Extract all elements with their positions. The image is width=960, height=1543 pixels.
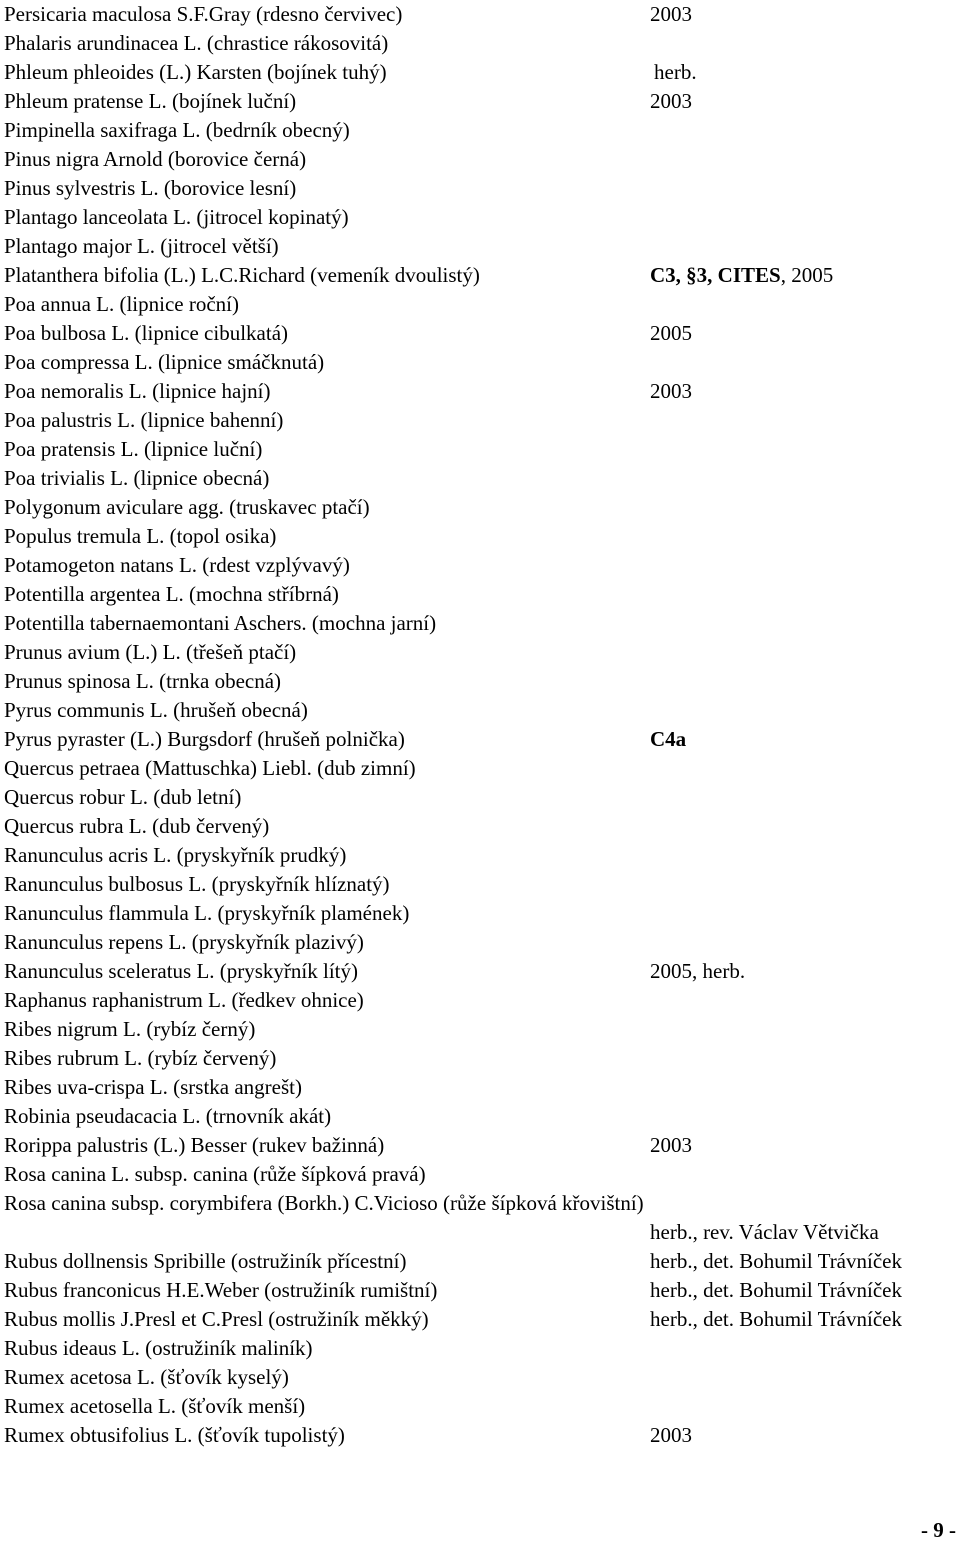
species-row xyxy=(4,319,954,348)
species-name: Ranunculus sceleratus L. (pryskyřník lítý) xyxy=(4,959,359,983)
species-name: Ranunculus bulbosus L. (pryskyřník hlíznatý) xyxy=(4,872,390,896)
species-name: Ribes nigrum L. (rybíz černý) xyxy=(4,1017,256,1041)
species-note xyxy=(650,377,692,406)
species-row xyxy=(4,957,954,986)
species-row xyxy=(4,1015,954,1044)
species-name: Poa trivialis L. (lipnice obecná) xyxy=(4,466,270,490)
species-row xyxy=(4,1305,954,1334)
species-row xyxy=(4,870,954,899)
species-name: Phleum phleoides (L.) Karsten (bojínek tuhý) xyxy=(4,60,387,84)
species-row xyxy=(4,1392,954,1421)
record-info: 2003 xyxy=(650,1423,692,1447)
species-row xyxy=(4,348,954,377)
species-row xyxy=(4,609,954,638)
species-name: Poa pratensis L. (lipnice luční) xyxy=(4,437,263,461)
species-row xyxy=(4,551,954,580)
species-row xyxy=(4,58,954,87)
species-name: Potamogeton natans L. (rdest vzplývavý) xyxy=(4,553,350,577)
record-info: 2003 xyxy=(650,1133,692,1157)
page-number: - 9 - xyxy=(921,1518,956,1542)
species-row xyxy=(4,1334,954,1363)
species-name: Polygonum aviculare agg. (truskavec ptačí) xyxy=(4,495,370,519)
species-note xyxy=(654,58,697,87)
species-row xyxy=(4,1073,954,1102)
species-row xyxy=(4,174,954,203)
species-row xyxy=(4,203,954,232)
species-name: Pyrus pyraster (L.) Burgsdorf (hrušeň polnička) xyxy=(4,727,405,751)
species-name: Ribes rubrum L. (rybíz červený) xyxy=(4,1046,277,1070)
record-info: herb., det. Bohumil Trávníček xyxy=(650,1307,902,1331)
record-info: , 2005 xyxy=(780,263,834,287)
species-note xyxy=(650,725,686,754)
species-row xyxy=(4,725,954,754)
species-row xyxy=(4,87,954,116)
species-row xyxy=(4,116,954,145)
species-row xyxy=(4,29,954,58)
record-info: 2003 xyxy=(650,2,692,26)
species-row xyxy=(4,1160,954,1189)
species-note xyxy=(650,261,833,290)
species-row xyxy=(4,1421,954,1450)
species-row xyxy=(4,899,954,928)
species-note xyxy=(650,0,692,29)
species-row xyxy=(4,783,954,812)
species-name: Ranunculus repens L. (pryskyřník plazivý) xyxy=(4,930,364,954)
species-row xyxy=(4,406,954,435)
species-note xyxy=(650,1276,902,1305)
species-row xyxy=(4,667,954,696)
record-info: 2005 xyxy=(650,321,692,345)
species-note xyxy=(650,1305,902,1334)
species-name: Phleum pratense L. (bojínek luční) xyxy=(4,89,297,113)
species-row xyxy=(4,522,954,551)
species-row xyxy=(4,377,954,406)
species-row xyxy=(4,0,954,29)
species-name: Rubus franconicus H.E.Weber (ostružiník rumištní) xyxy=(4,1278,438,1302)
species-name: Ribes uva-crispa L. (srstka angrešt) xyxy=(4,1075,302,1099)
species-name: Plantago major L. (jitrocel větší) xyxy=(4,234,279,258)
record-info: herb. xyxy=(654,60,697,84)
species-row xyxy=(4,638,954,667)
species-name: Rorippa palustris (L.) Besser (rukev bažinná) xyxy=(4,1133,385,1157)
species-name: Poa bulbosa L. (lipnice cibulkatá) xyxy=(4,321,289,345)
species-name: Poa nemoralis L. (lipnice hajní) xyxy=(4,379,271,403)
species-name: Pyrus communis L. (hrušeň obecná) xyxy=(4,698,308,722)
species-row xyxy=(4,1218,954,1247)
species-list xyxy=(4,0,954,1450)
species-row xyxy=(4,1189,954,1218)
species-row xyxy=(4,290,954,319)
species-row xyxy=(4,435,954,464)
record-info: herb., det. Bohumil Trávníček xyxy=(650,1278,902,1302)
species-name: Rubus mollis J.Presl et C.Presl (ostružiník měkký) xyxy=(4,1307,429,1331)
species-name: Poa palustris L. (lipnice bahenní) xyxy=(4,408,284,432)
species-row xyxy=(4,464,954,493)
species-name: Rosa canina subsp. corymbifera (Borkh.) C.Vicioso (růže šípková křovištní) xyxy=(4,1191,644,1215)
species-row xyxy=(4,841,954,870)
species-row xyxy=(4,928,954,957)
species-note xyxy=(650,1218,879,1247)
species-row xyxy=(4,986,954,1015)
record-info: 2003 xyxy=(650,379,692,403)
species-name: Ranunculus acris L. (pryskyřník prudký) xyxy=(4,843,347,867)
species-name: Rosa canina L. subsp. canina (růže šípková pravá) xyxy=(4,1162,426,1186)
species-name: Persicaria maculosa S.F.Gray (rdesno červivec) xyxy=(4,2,403,26)
species-note xyxy=(650,957,745,986)
species-name: Rumex acetosella L. (šťovík menší) xyxy=(4,1394,306,1418)
species-name: Ranunculus flammula L. (pryskyřník plamének) xyxy=(4,901,410,925)
species-row xyxy=(4,580,954,609)
record-info: 2005, herb. xyxy=(650,959,746,983)
species-name: Raphanus raphanistrum L. (ředkev ohnice) xyxy=(4,988,364,1012)
species-row xyxy=(4,1044,954,1073)
species-row xyxy=(4,145,954,174)
species-note xyxy=(650,319,692,348)
species-name: Potentilla tabernaemontani Aschers. (mochna jarní) xyxy=(4,611,437,635)
species-name: Rubus ideaus L. (ostružiník maliník) xyxy=(4,1336,313,1360)
species-name: Pimpinella saxifraga L. (bedrník obecný) xyxy=(4,118,350,142)
species-row xyxy=(4,754,954,783)
species-name: Quercus petraea (Mattuschka) Liebl. (dub zimní) xyxy=(4,756,416,780)
protection-status: C3, §3, CITES xyxy=(650,263,781,287)
species-row xyxy=(4,1131,954,1160)
species-row xyxy=(4,232,954,261)
species-name: Populus tremula L. (topol osika) xyxy=(4,524,277,548)
species-name: Quercus rubra L. (dub červený) xyxy=(4,814,270,838)
record-info: 2003 xyxy=(650,89,692,113)
species-row xyxy=(4,812,954,841)
species-row xyxy=(4,493,954,522)
species-row xyxy=(4,1247,954,1276)
species-row xyxy=(4,1276,954,1305)
species-name: Platanthera bifolia (L.) L.C.Richard (vemeník dvoulistý) xyxy=(4,263,480,287)
species-note xyxy=(650,1131,692,1160)
species-name: Robinia pseudacacia L. (trnovník akát) xyxy=(4,1104,332,1128)
protection-status: C4a xyxy=(650,727,687,751)
species-note xyxy=(650,1421,692,1450)
species-name: Prunus avium (L.) L. (třešeň ptačí) xyxy=(4,640,297,664)
species-name: Phalaris arundinacea L. (chrastice rákosovitá) xyxy=(4,31,389,55)
record-info: herb., det. Bohumil Trávníček xyxy=(650,1249,902,1273)
species-note xyxy=(650,87,692,116)
species-row xyxy=(4,261,954,290)
species-note xyxy=(650,1247,902,1276)
species-name: Rubus dollnensis Spribille (ostružiník přícestní) xyxy=(4,1249,407,1273)
species-name: Quercus robur L. (dub letní) xyxy=(4,785,242,809)
species-name: Pinus nigra Arnold (borovice černá) xyxy=(4,147,307,171)
record-info: herb., rev. Václav Větvička xyxy=(650,1220,879,1244)
species-name: Rumex obtusifolius L. (šťovík tupolistý) xyxy=(4,1423,345,1447)
species-name: Poa annua L. (lipnice roční) xyxy=(4,292,239,316)
species-name: Rumex acetosa L. (šťovík kyselý) xyxy=(4,1365,289,1389)
species-name: Plantago lanceolata L. (jitrocel kopinatý) xyxy=(4,205,349,229)
species-row xyxy=(4,1102,954,1131)
species-row xyxy=(4,696,954,725)
species-name: Prunus spinosa L. (trnka obecná) xyxy=(4,669,282,693)
species-name: Pinus sylvestris L. (borovice lesní) xyxy=(4,176,297,200)
species-name: Poa compressa L. (lipnice smáčknutá) xyxy=(4,350,325,374)
species-row xyxy=(4,1363,954,1392)
species-name: Potentilla argentea L. (mochna stříbrná) xyxy=(4,582,339,606)
